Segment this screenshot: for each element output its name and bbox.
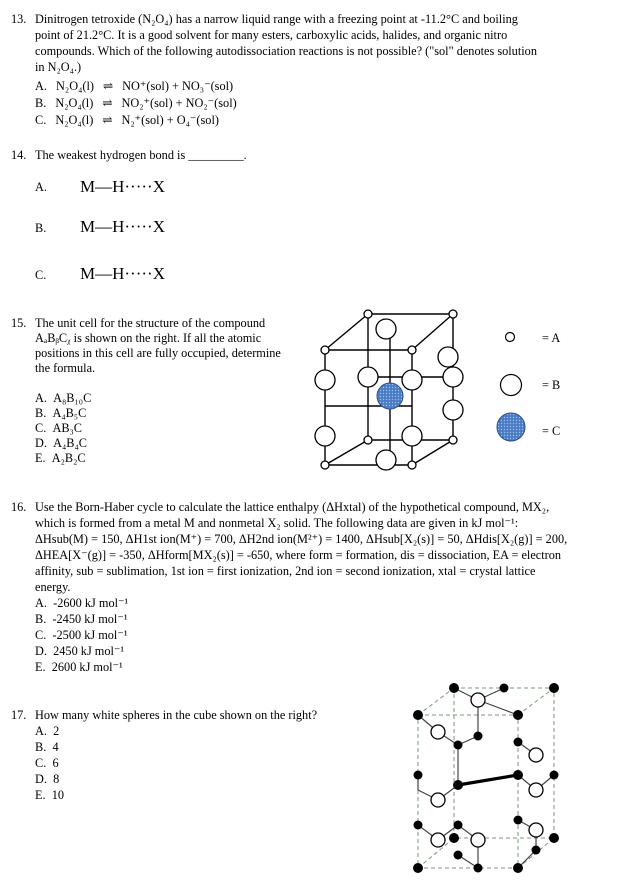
choice-row[interactable]: [35, 724, 59, 739]
h-bond-formula: [80, 264, 165, 284]
equilibrium-arrow-icon: ⇌: [102, 113, 113, 127]
q15-text-line-4: the formula.: [35, 361, 96, 375]
choice-letter: E.: [35, 788, 46, 802]
choice-row[interactable]: [35, 391, 91, 406]
q14-text: The weakest hydrogen bond is _________.: [35, 148, 247, 162]
q16-text-line-1: Use the Born-Haber cycle to calculate the lattice enthalpy (ΔHxtal) of the hypothetical compound, MX₂,: [35, 500, 550, 514]
q13-text-line-1: Dinitrogen tetroxide (N₂O₄) has a narrow liquid range with a freezing point at -11.2°C and boiling: [35, 12, 518, 26]
question-number: 15.: [11, 316, 27, 330]
choice-row[interactable]: [35, 113, 219, 128]
products: NO₂⁺(sol) + NO₂⁻(sol): [121, 96, 237, 110]
choice-letter[interactable]: B.: [35, 221, 47, 235]
legend-a-label: = A: [542, 331, 561, 345]
q13-text-line-2: point of 21.2°C. It is a good solvent for many esters, carboxylic acids, halides, and organic nitro: [35, 28, 508, 42]
choice-text: A₈B₁₀C: [53, 391, 92, 405]
choice-letter: B.: [35, 612, 47, 626]
choice-row[interactable]: [35, 436, 87, 451]
choice-row[interactable]: [35, 421, 82, 436]
choice-letter: A.: [35, 391, 47, 405]
choice-text: -2600 kJ mol⁻¹: [53, 596, 129, 610]
q13-text-line-3: compounds. Which of the following autodissociation reactions is not possible? ("sol" denotes solution: [35, 44, 537, 58]
choice-text: AB₃C: [52, 421, 83, 435]
reactant: N₂O₄(l): [55, 113, 94, 127]
highlight-bond: [458, 775, 518, 785]
choice-row[interactable]: [35, 788, 64, 803]
choice-text: 10: [51, 788, 65, 802]
legend-b-label: = B: [542, 378, 561, 392]
choice-letter: A.: [35, 79, 47, 93]
q15-text-line-3: positions in this cell are fully occupied, determine: [35, 346, 281, 360]
products: NO⁺(sol) + NO₃⁻(sol): [122, 79, 234, 93]
choice-row[interactable]: [35, 612, 128, 627]
choice-text: -2500 kJ mol⁻¹: [52, 628, 128, 642]
choice-letter: C.: [35, 756, 47, 770]
reactant: N₂O₄(l): [56, 79, 94, 93]
question-number: 13.: [11, 12, 27, 26]
choice-text: A₄B₅C: [52, 406, 87, 420]
choice-text: 8: [53, 772, 60, 786]
choice-row[interactable]: [35, 756, 59, 771]
choice-row[interactable]: [35, 96, 237, 111]
choice-text: 2: [53, 724, 60, 738]
choice-text: -2450 kJ mol⁻¹: [52, 612, 128, 626]
choice-text: 6: [52, 756, 59, 770]
choice-letter[interactable]: A.: [35, 180, 47, 194]
formula-text: M—H·····X: [80, 217, 165, 236]
choice-text: A₂B₂C: [51, 451, 86, 465]
h-bond-formula-bent: [80, 217, 165, 237]
legend-b-icon: [498, 372, 524, 398]
q16-text-line-4: ΔHEA[X⁻(g)] = -350, ΔHform[MX₂(s)] = -650, where form = formation, dis = dissociation, EA = electron: [35, 548, 562, 562]
q15-text-line-1: The unit cell for the structure of the compound: [35, 316, 266, 330]
choice-text: 2450 kJ mol⁻¹: [53, 644, 125, 658]
choice-letter: E.: [35, 451, 46, 465]
legend-a-icon: [503, 330, 517, 344]
choice-letter: B.: [35, 740, 47, 754]
q15-text-line-2: AₐBᵦCᵪ is shown on the right. If all the atomic: [35, 331, 262, 345]
legend-c-icon: [494, 410, 528, 444]
question-number: 14.: [11, 148, 27, 162]
q16-text-line-6: energy.: [35, 580, 71, 594]
choice-text: 4: [52, 740, 59, 754]
choice-row[interactable]: [35, 451, 86, 466]
choice-row[interactable]: [35, 644, 124, 659]
legend-c-label: = C: [542, 424, 561, 438]
equilibrium-arrow-icon: ⇌: [102, 79, 114, 93]
atom-c: [377, 383, 403, 409]
q16-text-line-5: affinity, sub = sublimation, 1st ion = first ionization, 2nd ion = second ionization, xtal = crystal lattice: [35, 564, 536, 578]
choice-letter: C.: [35, 113, 47, 127]
choice-letter: B.: [35, 96, 47, 110]
formula-text: M—H·····X: [80, 264, 165, 283]
question-number: 17.: [11, 708, 27, 722]
choice-text: 2600 kJ mol⁻¹: [51, 660, 123, 674]
q16-text-line-3: ΔHsub(M) = 150, ΔH1st ion(M⁺) = 700, ΔH2nd ion(M²⁺) = 1400, ΔHsub[X₂(s)] = 50, ΔHdis[X₂(g)] = 200,: [35, 532, 568, 546]
choice-letter: E.: [35, 660, 46, 674]
q17-text: How many white spheres in the cube shown on the right?: [35, 708, 318, 722]
choice-letter: A.: [35, 596, 47, 610]
choice-row[interactable]: [35, 596, 128, 611]
choice-letter: B.: [35, 406, 47, 420]
choice-letter: A.: [35, 724, 47, 738]
choice-letter: D.: [35, 644, 47, 658]
choice-row[interactable]: [35, 79, 233, 94]
choice-letter: C.: [35, 421, 47, 435]
unit-cell-figure: [310, 305, 470, 475]
q13-text-line-4: in N₂O₄.): [35, 60, 82, 74]
choice-row[interactable]: [35, 740, 59, 755]
products: N₂⁺(sol) + O₄⁻(sol): [121, 113, 219, 127]
choice-text: A₄B₄C: [53, 436, 87, 450]
choice-row[interactable]: [35, 772, 59, 787]
choice-letter: D.: [35, 772, 47, 786]
choice-letter[interactable]: C.: [35, 268, 47, 282]
choice-row[interactable]: [35, 406, 86, 421]
equilibrium-arrow-icon: ⇌: [102, 96, 113, 110]
q16-text-line-2: which is formed from a metal M and nonmetal X₂ solid. The following data are given in kJ mol⁻¹:: [35, 516, 519, 530]
h-bond-formula: [80, 177, 165, 197]
question-number: 16.: [11, 500, 27, 514]
choice-letter: D.: [35, 436, 47, 450]
choice-row[interactable]: [35, 660, 123, 675]
choice-row[interactable]: [35, 628, 128, 643]
formula-text: M—H·····X: [80, 177, 165, 196]
choice-letter: C.: [35, 628, 47, 642]
crystal-cube-figure: [408, 680, 568, 880]
reactant: N₂O₄(l): [55, 96, 94, 110]
